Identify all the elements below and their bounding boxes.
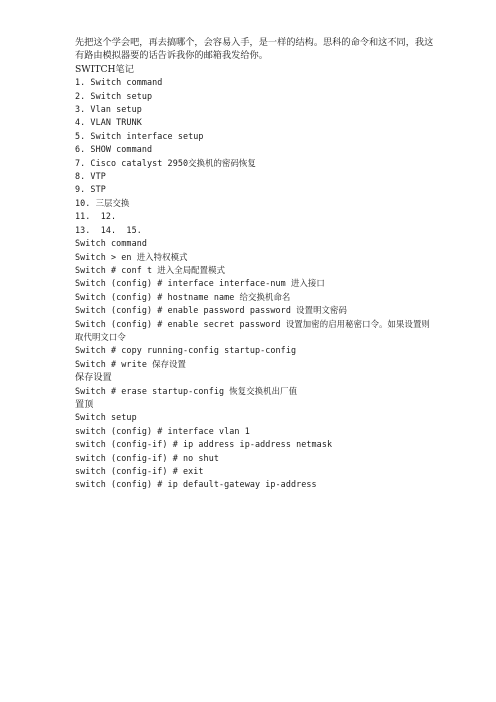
setup-line: switch (config) # ip default-gateway ip-address [75, 479, 317, 490]
setup-line: switch (config-if) # no shut [75, 452, 219, 463]
command-line: Switch (config) # enable password password 设置明文密码 [75, 305, 347, 316]
setup-line: switch (config-if) # exit [75, 466, 204, 476]
toc-item: 10. 三层交换 [75, 197, 130, 208]
setup-line: switch (config) # interface vlan 1 [75, 425, 250, 436]
command-line: Switch (config) # hostname name 给交换机命名 [75, 291, 291, 302]
section-title-switch-setup: Switch setup [75, 412, 137, 423]
setup-line: switch (config-if) # ip address ip-address netmask [75, 439, 333, 450]
toc-list [75, 76, 435, 237]
toc-item: 2. Switch setup [75, 90, 153, 101]
toc-item: 6. SHOW command [75, 144, 153, 155]
toc-item: 7. Cisco catalyst 2950交换机的密码恢复 [75, 157, 256, 168]
command-line: 保存设置 [75, 372, 112, 384]
document-body [75, 36, 435, 492]
section-title-switch-command: Switch command [75, 238, 147, 249]
notes-title: SWITCH笔记 [75, 63, 134, 75]
toc-item: 3. Vlan setup [75, 104, 142, 115]
command-line: Switch # copy running-config startup-config [75, 345, 297, 356]
command-line: 置顶 [75, 398, 94, 410]
toc-item: 13. 14. 15. [75, 224, 142, 235]
command-line: Switch (config) # interface interface-num 进入接口 [75, 278, 325, 289]
toc-item: 5. Switch interface setup [75, 130, 204, 141]
command-list [75, 251, 435, 412]
command-line: Switch # erase startup-config 恢复交换机出厂值 [75, 385, 298, 396]
command-line: Switch # conf t 进入全局配置模式 [75, 264, 226, 275]
toc-item: 1. Switch command [75, 77, 163, 88]
toc-item: 8. VTP [75, 171, 106, 182]
command-line: Switch (config) # enable secret password 设置加密的启用秘密口令。如果设置则取代明文口令 [75, 318, 430, 342]
command-line: Switch > en 进入特权模式 [75, 251, 188, 262]
toc-item: 4. VLAN TRUNK [75, 117, 142, 128]
intro-paragraph: 先把这个学会吧，再去搞哪个，会容易入手，是一样的结构。思科的命令和这不同，我这有路由模拟器要的话告诉我你的邮箱我发给你。 [75, 37, 434, 62]
setup-list [75, 425, 435, 492]
command-line: Switch # write 保存设置 [75, 358, 187, 369]
toc-item: 9. STP [75, 184, 106, 195]
toc-item: 11. 12. [75, 211, 117, 222]
